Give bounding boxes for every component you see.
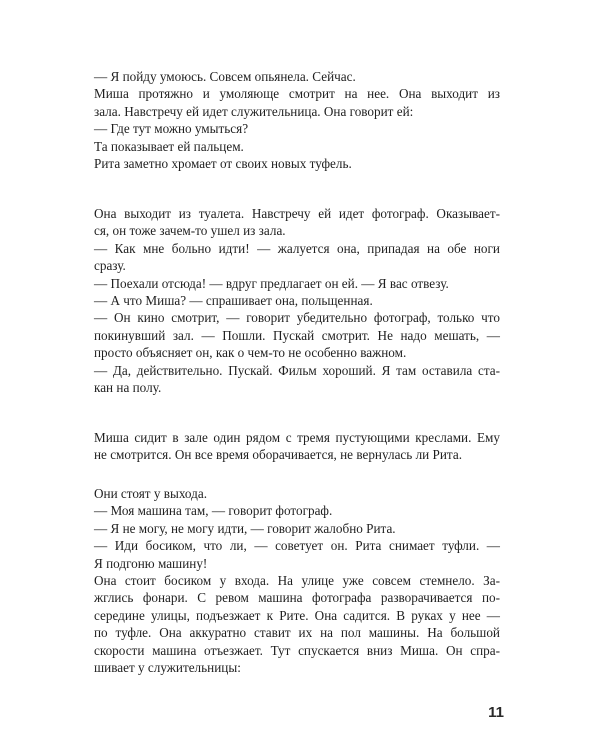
text-line: Миша протяжно и умоляюще смотрит на нее. Она выходит из (94, 86, 500, 102)
paragraph-1 (94, 68, 500, 172)
text-line: просто объясняет он, как о чем-то не особенно важном. (94, 345, 407, 361)
text-line: — Иди босиком, что ли, — советует он. Рита снимает туфли. — (94, 538, 500, 554)
text-line: не смотрится. Он все время оборачивается, не вернулась ли Рита. (94, 447, 462, 463)
text-line: — Моя машина там, — говорит фотограф. (94, 503, 333, 519)
text-line: Я подгоню машину! (94, 555, 208, 571)
text-line: кан на полу. (94, 379, 162, 395)
text-line: Они стоят у выхода. (94, 486, 207, 501)
text-line: сразу. (94, 258, 126, 274)
text-line: — Где тут можно умыться? (94, 121, 249, 137)
text-line: Она стоит босиком у входа. На улице уже совсем стемнело. За- (94, 572, 500, 588)
text-line: скорости машина отъезжает. Тут спускается вниз Миша. Он спра- (94, 642, 500, 658)
text-line: — Он кино смотрит, — говорит убедительно фотограф, только что (94, 310, 500, 326)
text-line: — Да, действительно. Пускай. Фильм хороший. Я там оставила ста- (94, 362, 500, 378)
text-line: — А что Миша? — спрашивает она, польщенная. (94, 292, 373, 308)
text-line: Та показывает ей пальцем. (94, 138, 244, 154)
text-line: — Я не могу, не могу идти, — говорит жалобно Рита. (94, 520, 396, 536)
text-line: жглись фонари. С ревом машина фотографа разворачивается по- (94, 590, 500, 606)
text-line: — Я пойду умоюсь. Совсем опьянела. Сейчас. (94, 69, 356, 84)
text-line: — Поехали отсюда! — вдруг предлагает он ей. — Я вас отвезу. (94, 275, 449, 291)
text-line: зала. Навстречу ей идет служительница. Она говорит ей: (94, 103, 414, 119)
paragraph-3 (94, 429, 500, 464)
text-line: ся, он тоже зачем-то ушел из зала. (94, 223, 286, 239)
paragraph-2 (94, 205, 500, 396)
text-line: Рита заметно хромает от своих новых туфель. (94, 155, 352, 171)
paragraph-4 (94, 485, 500, 676)
page-number: 11 (488, 704, 504, 721)
text-line: покинувший зал. — Пошли. Пускай смотрит. Не надо мешать, — (94, 327, 500, 343)
text-line: шивает у служительницы: (94, 659, 241, 675)
text-line: середине улицы, подъезжает к Рите. Она садится. В руках у нее — (94, 607, 500, 623)
text-line: по туфле. Она аккуратно ставит их на пол машины. На большой (94, 625, 500, 641)
text-line: Она выходит из туалета. Навстречу ей идет фотограф. Оказывает- (94, 206, 500, 221)
text-line: Миша сидит в зале один рядом с тремя пустующими креслами. Ему (94, 430, 500, 445)
text-line: — Как мне больно идти! — жалуется она, припадая на обе ноги (94, 240, 500, 256)
